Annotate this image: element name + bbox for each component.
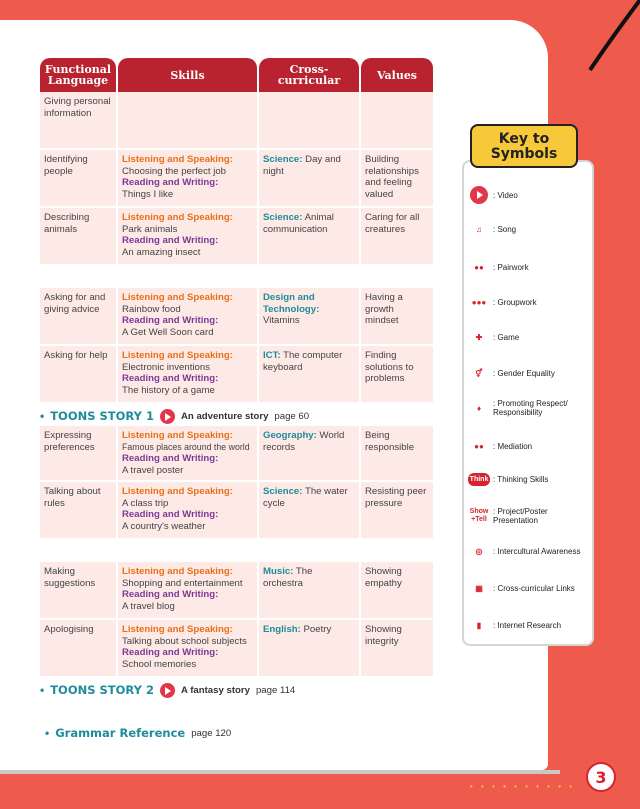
toons-story-2[interactable]: • TOONS STORY 2 A fantasy story page 114 (40, 682, 296, 697)
dots-decoration: • • • • • • • • • • (470, 782, 576, 791)
key-to-symbols-title: Key to Symbols (470, 124, 578, 168)
header-cross-curricular: Cross-curricular (259, 58, 359, 92)
intercultural-icon: ◎ (475, 546, 483, 556)
key-item: ●● : Pairwork (468, 256, 592, 278)
think-icon: Think (468, 468, 490, 490)
values-cell: Being responsible (361, 426, 433, 482)
key-item: Think : Thinking Skills (468, 468, 592, 490)
cross-curricular-icon: ▦ (475, 583, 483, 593)
functional-language-cell: Asking for and giving advice (40, 288, 116, 346)
functional-language-cell: Describing animals (40, 208, 116, 266)
skills-cell: Listening and Speaking: Shopping and entertainment Reading and Writing: A travel blog (118, 562, 257, 620)
key-item: ⚥ : Gender Equality (468, 362, 592, 384)
values-cell: Building relationships and feeling valued (361, 150, 433, 208)
header-values: Values (361, 58, 433, 92)
song-icon: ♫ (476, 224, 482, 234)
values-cell: Having a growth mindset (361, 288, 433, 346)
toons-story-1[interactable]: • TOONS STORY 1 An adventure story page 60 (40, 408, 310, 423)
table-row (40, 426, 433, 482)
cross-curricular-cell: Science: Day and night (259, 150, 359, 208)
table-row (40, 288, 433, 346)
skills-cell: Listening and Speaking: Park animals Reading and Writing: An amazing insect (118, 208, 257, 266)
skills-cell: Listening and Speaking: Talking about school subjects Reading and Writing: School memories (118, 620, 257, 678)
functional-language-cell: Making suggestions (40, 562, 116, 620)
cross-curricular-cell: Design and Technology: Vitamins (259, 288, 359, 346)
pairwork-icon: ●● (474, 262, 484, 272)
show-tell-icon: Show +Tell (469, 508, 489, 523)
skills-cell: Listening and Speaking: Choosing the perfect job Reading and Writing: Things I like (118, 150, 257, 208)
cross-curricular-cell: Music: The orchestra (259, 562, 359, 620)
functional-language-cell: Identifying people (40, 150, 116, 208)
key-item: ▦ : Cross-curricular Links (468, 577, 592, 599)
video-icon (160, 683, 175, 698)
key-item: ●● : Mediation (468, 435, 592, 457)
key-item: ▮ : Internet Research (468, 614, 592, 636)
page-number: 3 (586, 762, 616, 792)
table-row (40, 150, 433, 208)
respect-icon: ♦ (476, 403, 482, 413)
values-cell: Resisting peer pressure (361, 482, 433, 540)
values-cell: Finding solutions to problems (361, 346, 433, 404)
grammar-reference[interactable]: • Grammar Reference page 120 (45, 726, 232, 740)
skills-cell: Listening and Speaking: Rainbow food Reading and Writing: A Get Well Soon card (118, 288, 257, 346)
page-edge (0, 770, 560, 774)
values-cell: Caring for all creatures (361, 208, 433, 266)
video-icon (160, 409, 175, 424)
values-cell: Showing integrity (361, 620, 433, 678)
header-skills: Skills (118, 58, 257, 92)
key-item: ♦ : Promoting Respect/ Responsibility (468, 397, 592, 419)
mouse-icon: ▮ (476, 620, 482, 630)
cross-curricular-cell: Science: Animal communication (259, 208, 359, 266)
key-item: ✚ : Game (468, 326, 592, 348)
key-item: : Video (468, 184, 592, 206)
header-functional-language: Functional Language (40, 58, 116, 92)
skills-cell: Listening and Speaking: A class trip Reading and Writing: A country's weather (118, 482, 257, 540)
table-row (40, 562, 433, 620)
mediation-icon: ●● (474, 441, 484, 451)
table-row (40, 346, 433, 404)
functional-language-cell: Apologising (40, 620, 116, 678)
key-item: Show +Tell : Project/Poster Presentation (469, 507, 548, 525)
groupwork-icon: ●●● (471, 297, 487, 307)
table-row (40, 482, 433, 540)
key-item: ◎ : Intercultural Awareness (468, 540, 592, 562)
contents-table (38, 58, 435, 700)
key-item: ●●● : Groupwork (468, 291, 592, 313)
cable-decoration (580, 0, 640, 80)
video-icon (468, 184, 490, 206)
cross-curricular-cell: English: Poetry (259, 620, 359, 678)
cross-curricular-cell: ICT: The computer keyboard (259, 346, 359, 404)
cross-curricular-cell: Science: The water cycle (259, 482, 359, 540)
skills-cell: Listening and Speaking: Electronic inventions Reading and Writing: The history of a game (118, 346, 257, 404)
functional-language-cell: Expressing preferences (40, 426, 116, 482)
table-row (40, 208, 433, 266)
values-cell: Showing empathy (361, 562, 433, 620)
functional-language-cell: Giving personal information (40, 92, 116, 150)
table-row (40, 620, 433, 678)
table-row (40, 92, 433, 150)
game-icon: ✚ (475, 332, 483, 342)
cross-curricular-cell: Geography: World records (259, 426, 359, 482)
skills-cell: Listening and Speaking: Famous places around the world Reading and Writing: A travel poster (118, 426, 257, 482)
functional-language-cell: Asking for help (40, 346, 116, 404)
functional-language-cell: Talking about rules (40, 482, 116, 540)
gender-equality-icon: ⚥ (475, 368, 483, 378)
key-item: ♫ : Song (468, 218, 592, 240)
